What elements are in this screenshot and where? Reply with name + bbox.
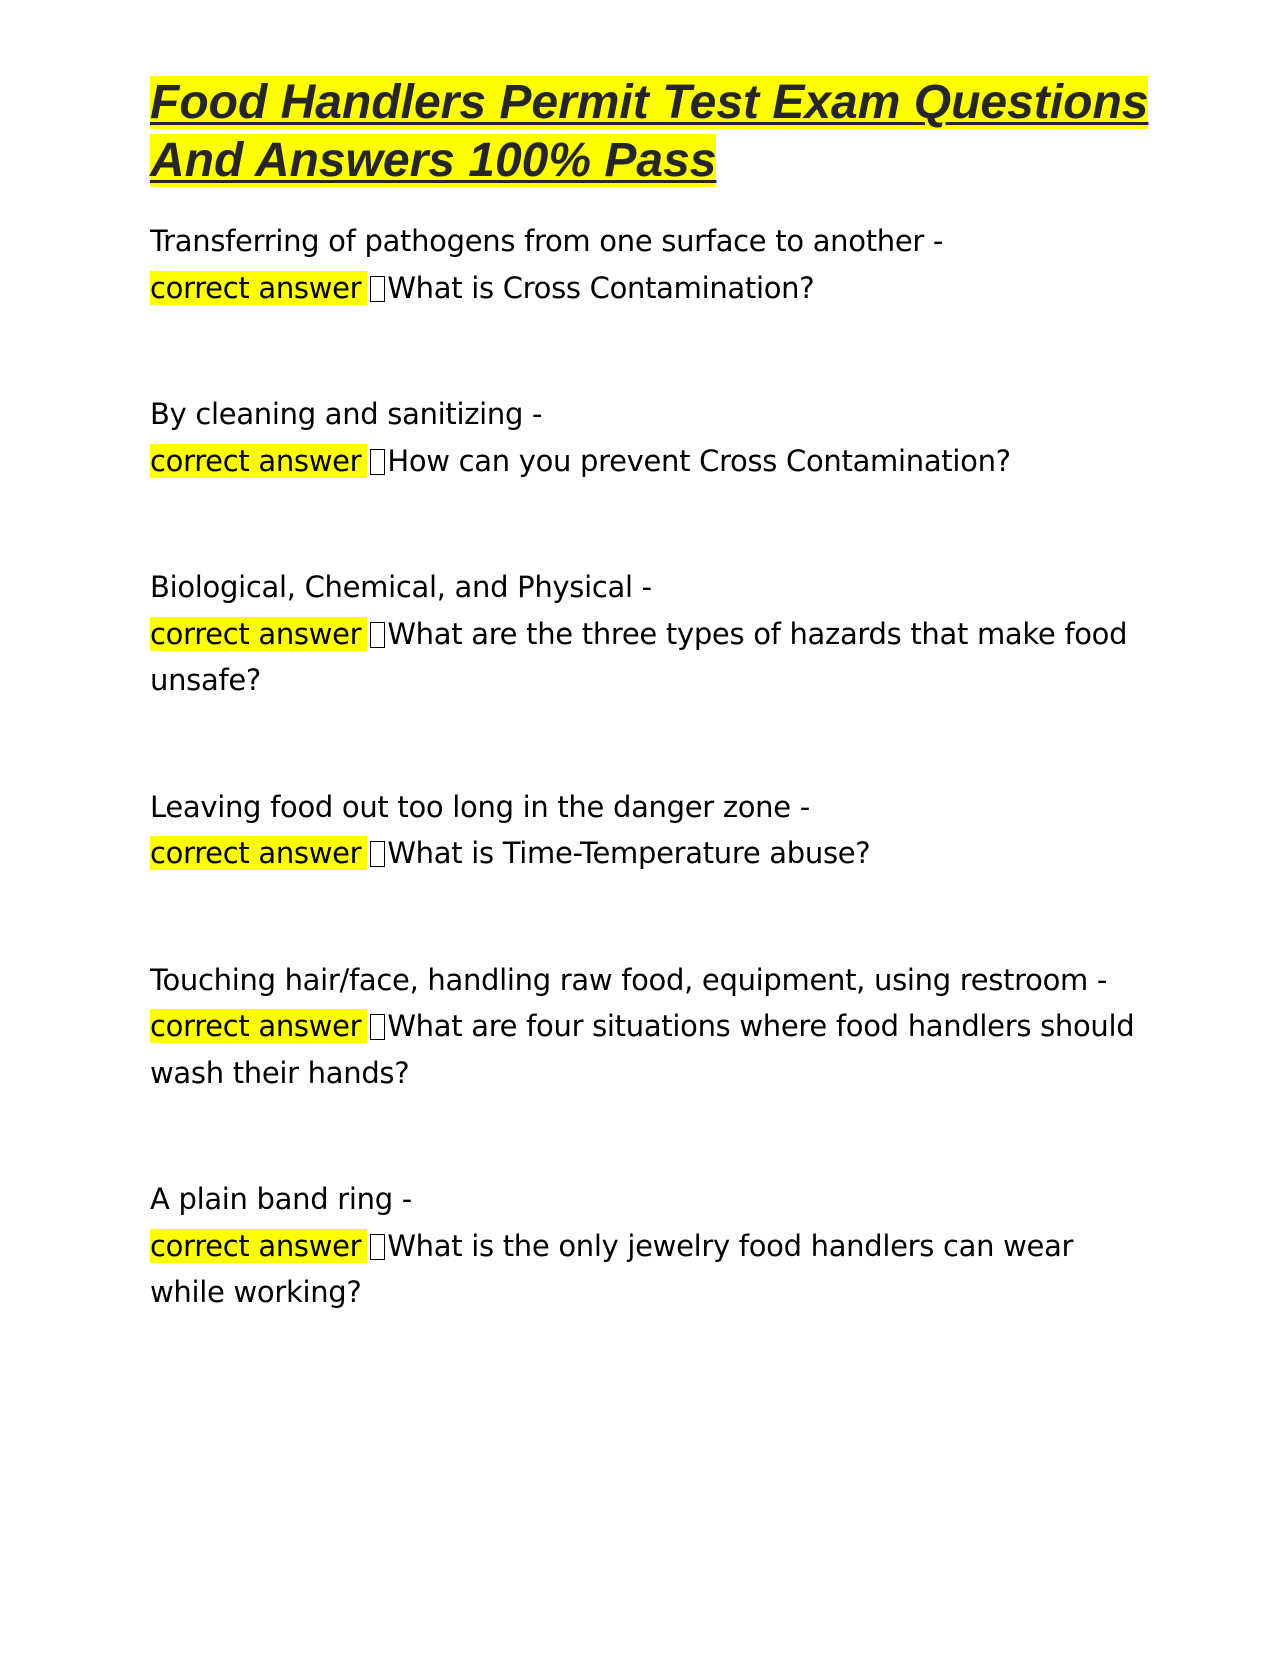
missing-glyph-icon: [370, 841, 385, 867]
qa-item: [150, 1176, 1150, 1316]
qa-item: [150, 391, 1150, 484]
answer-marker: correct answer: [150, 836, 367, 870]
missing-glyph-icon: [370, 276, 385, 302]
qa-term: By cleaning and sanitizing -: [150, 397, 543, 431]
qa-term: Touching hair/face, handling raw food, equipment, using restroom -: [150, 962, 1108, 997]
answer-marker: correct answer: [150, 1229, 367, 1263]
qa-term: Transferring of pathogens from one surface to another -: [150, 224, 944, 258]
qa-question: What is Time-Temperature abuse?: [387, 836, 871, 870]
qa-list: [150, 218, 1150, 1396]
qa-question: How can you prevent Cross Contamination?: [387, 443, 1011, 478]
qa-item: [150, 218, 1150, 311]
qa-item: [150, 957, 1150, 1097]
missing-glyph-icon: [370, 1014, 385, 1040]
qa-item: [150, 784, 1150, 877]
qa-question: What are four situations where food handlers should wash their hands?: [150, 1009, 1135, 1090]
document-title: [150, 74, 1150, 190]
missing-glyph-icon: [370, 449, 385, 475]
qa-term: A plain band ring -: [150, 1182, 412, 1216]
qa-term: Leaving food out too long in the danger zone -: [150, 789, 810, 824]
answer-marker: correct answer: [150, 617, 367, 651]
qa-question: What are the three types of hazards that make food unsafe?: [150, 616, 1128, 697]
answer-marker: correct answer: [150, 271, 367, 305]
qa-question: What is Cross Contamination?: [387, 270, 815, 305]
answer-marker: correct answer: [150, 1009, 367, 1043]
document-title-text: Food Handlers Permit Test Exam Questions And Answers 100% Pass: [150, 76, 1149, 187]
qa-question: What is the only jewelry food handlers can wear while working?: [150, 1228, 1074, 1309]
missing-glyph-icon: [370, 1234, 385, 1260]
answer-marker: correct answer: [150, 444, 367, 478]
qa-item: [150, 564, 1150, 704]
qa-term: Biological, Chemical, and Physical -: [150, 570, 652, 604]
missing-glyph-icon: [370, 622, 385, 648]
